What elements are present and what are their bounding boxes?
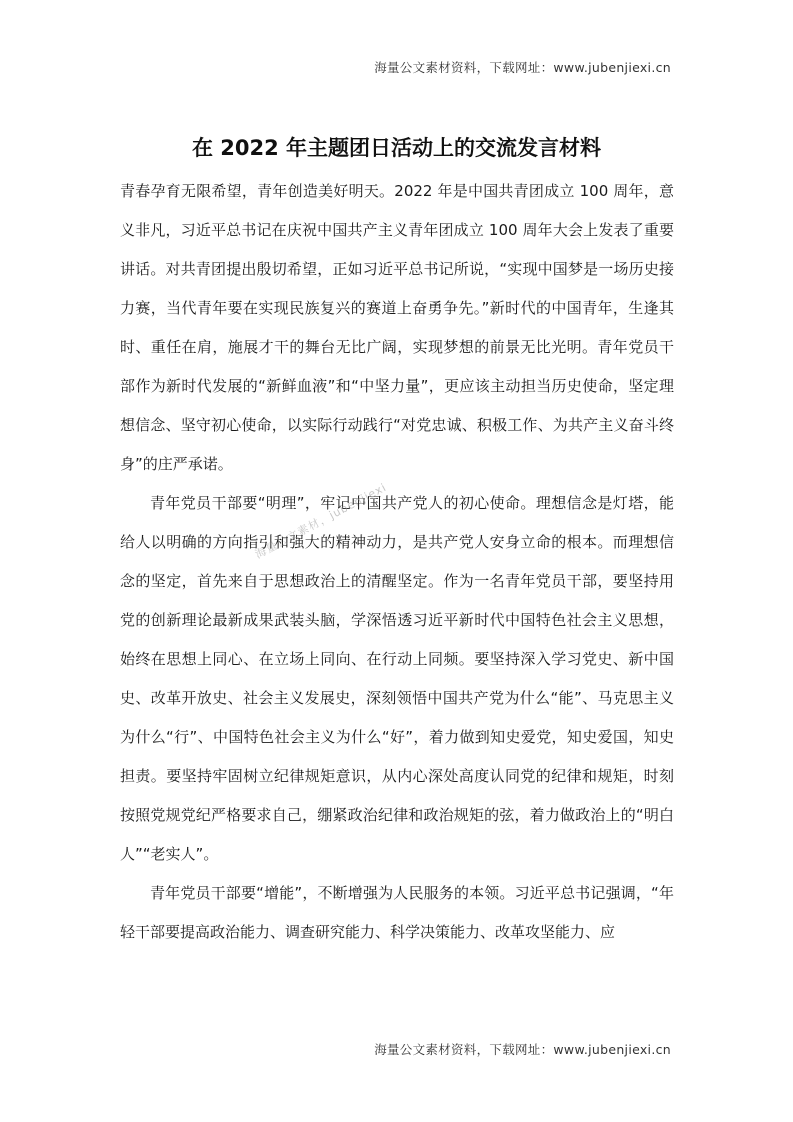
- paragraph-1: 青春孕育无限希望，青年创造美好明天。2022 年是中国共青团成立 100 周年，意义非凡，习近平总书记在庆祝中国共产主义青年团成立 100 周年大会上发表了重要讲话。对共青团提出殷切希望，正如习近平总书记所说，“实现中国梦是一场历史接力赛，当代青年要在实现民族复兴的赛道上奋勇争先。”新时代的中国青年，生逢其时、重任在肩，施展才干的舞台无比广阔，实现梦想的前景无比光明。青年党员干部作为新时代发展的“新鲜血液”和“中坚力量”，更应该主动担当历史使命，坚定理想信念、坚守初心使命，以实际行动践行“对党忠诚、积极工作、为共产主义奋斗终身”的庄严承诺。: [120, 182, 674, 473]
- header-download-note: 海量公文素材资料，下载网址：www.jubenjiexi.cn: [374, 60, 671, 75]
- document-title: 在 2022 年主题团日活动上的交流发言材料: [191, 136, 602, 160]
- paragraph-3: 青年党员干部要“增能”，不断增强为人民服务的本领。习近平总书记强调，“年轻干部要提高政治能力、调查研究能力、科学决策能力、改革攻坚能力、应: [120, 884, 674, 941]
- watermark-stamp: 海量公文素材，jubenjiexi: [252, 480, 389, 562]
- document-body: [120, 172, 674, 952]
- paragraph-2: 青年党员干部要“明理”，牢记中国共产党人的初心使命。理想信念是灯塔，能给人以明确的方向指引和强大的精神动力，是共产党人安身立命的根本。而理想信念的坚定，首先来自于思想政治上的清醒坚定。作为一名青年党员干部，要坚持用党的创新理论最新成果武装头脑，学深悟透习近平新时代中国特色社会主义思想，始终在思想上同心、在立场上同向、在行动上同频。要坚持深入学习党史、新中国史、改革开放史、社会主义发展史，深刻领悟中国共产党为什么“能”、马克思主义为什么“行”、中国特色社会主义为什么“好”，着力做到知史爱党，知史爱国，知史担责。要坚持牢固树立纪律规矩意识，从内心深处高度认同党的纪律和规矩，时刻按照党规党纪严格要求自己，绷紧政治纪律和政治规矩的弦，着力做政治上的“明白人”“老实人”。: [120, 494, 674, 863]
- footer-download-note: 海量公文素材资料，下载网址：www.jubenjiexi.cn: [374, 1042, 671, 1057]
